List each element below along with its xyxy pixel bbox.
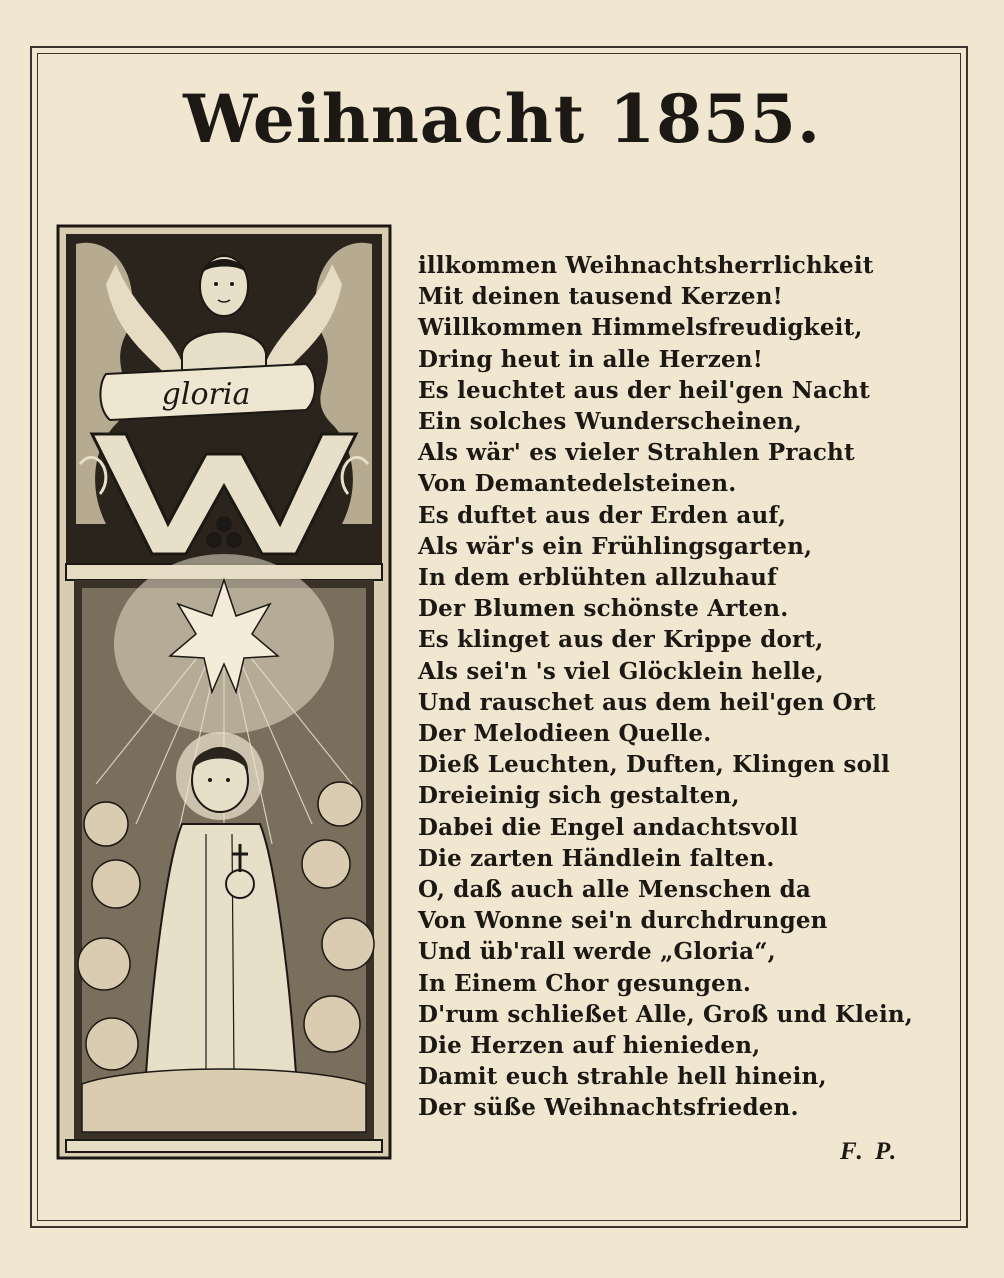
poem-line: Der Melodieen Quelle. bbox=[418, 720, 712, 748]
author-signature: F. P. bbox=[840, 1138, 900, 1165]
poem-line: Willkommen Himmelsfreudigkeit, bbox=[418, 314, 863, 342]
poem-line: O, daß auch alle Menschen da bbox=[418, 876, 811, 904]
poem-line: Dabei die Engel andachtsvoll bbox=[418, 813, 799, 841]
poem-line: Dieß Leuchten, Duften, Klingen soll bbox=[418, 751, 890, 779]
poem-line: Als wär's ein Frühlingsgarten, bbox=[418, 532, 813, 560]
christ-child-panel bbox=[74, 554, 374, 1140]
poem-text bbox=[418, 250, 958, 1124]
poem-line: In Einem Chor gesungen. bbox=[418, 969, 752, 997]
poem-line: Ein solches Wunderscheinen, bbox=[418, 408, 803, 436]
page-title: Weihnacht 1855. bbox=[183, 80, 821, 158]
poem-line: Dreieinig sich gestalten, bbox=[418, 782, 740, 810]
poem-line: Und üb'rall werde „Gloria“, bbox=[418, 938, 776, 966]
poem-line: Es leuchtet aus der heil'gen Nacht bbox=[418, 376, 871, 404]
poem-line: Dring heut in alle Herzen! bbox=[418, 345, 764, 373]
poem-line: Der Blumen schönste Arten. bbox=[418, 595, 789, 623]
poem-line: Von Wonne sei'n durchdrungen bbox=[418, 907, 828, 935]
poem-line: Der süße Weihnachtsfrieden. bbox=[418, 1094, 799, 1122]
poem-line: In dem erblühten allzuhauf bbox=[418, 564, 778, 592]
poem-line: Mit deinen tausend Kerzen! bbox=[418, 283, 783, 311]
poem-line: Als sei'n 's viel Glöcklein helle, bbox=[418, 657, 824, 685]
poem-line: Und rauschet aus dem heil'gen Ort bbox=[418, 688, 876, 716]
poem-line: Es klinget aus der Krippe dort, bbox=[418, 626, 824, 654]
poem-line: Die zarten Händlein falten. bbox=[418, 844, 775, 872]
banner-text: gloria bbox=[161, 377, 251, 412]
poem-line: Die Herzen auf hienieden, bbox=[418, 1032, 761, 1060]
poem-line: Als wär' es vieler Strahlen Pracht bbox=[418, 439, 855, 467]
poem-line: Damit euch strahle hell hinein, bbox=[418, 1063, 827, 1091]
poem-line: illkommen Weihnachtsherrlichkeit bbox=[418, 252, 874, 279]
poem-line: Von Demantedelsteinen. bbox=[418, 470, 737, 498]
woodcut-illustration bbox=[56, 224, 392, 1160]
poem-line: Es duftet aus der Erden auf, bbox=[418, 501, 787, 529]
poem-line: D'rum schließet Alle, Groß und Klein, bbox=[418, 1000, 914, 1028]
